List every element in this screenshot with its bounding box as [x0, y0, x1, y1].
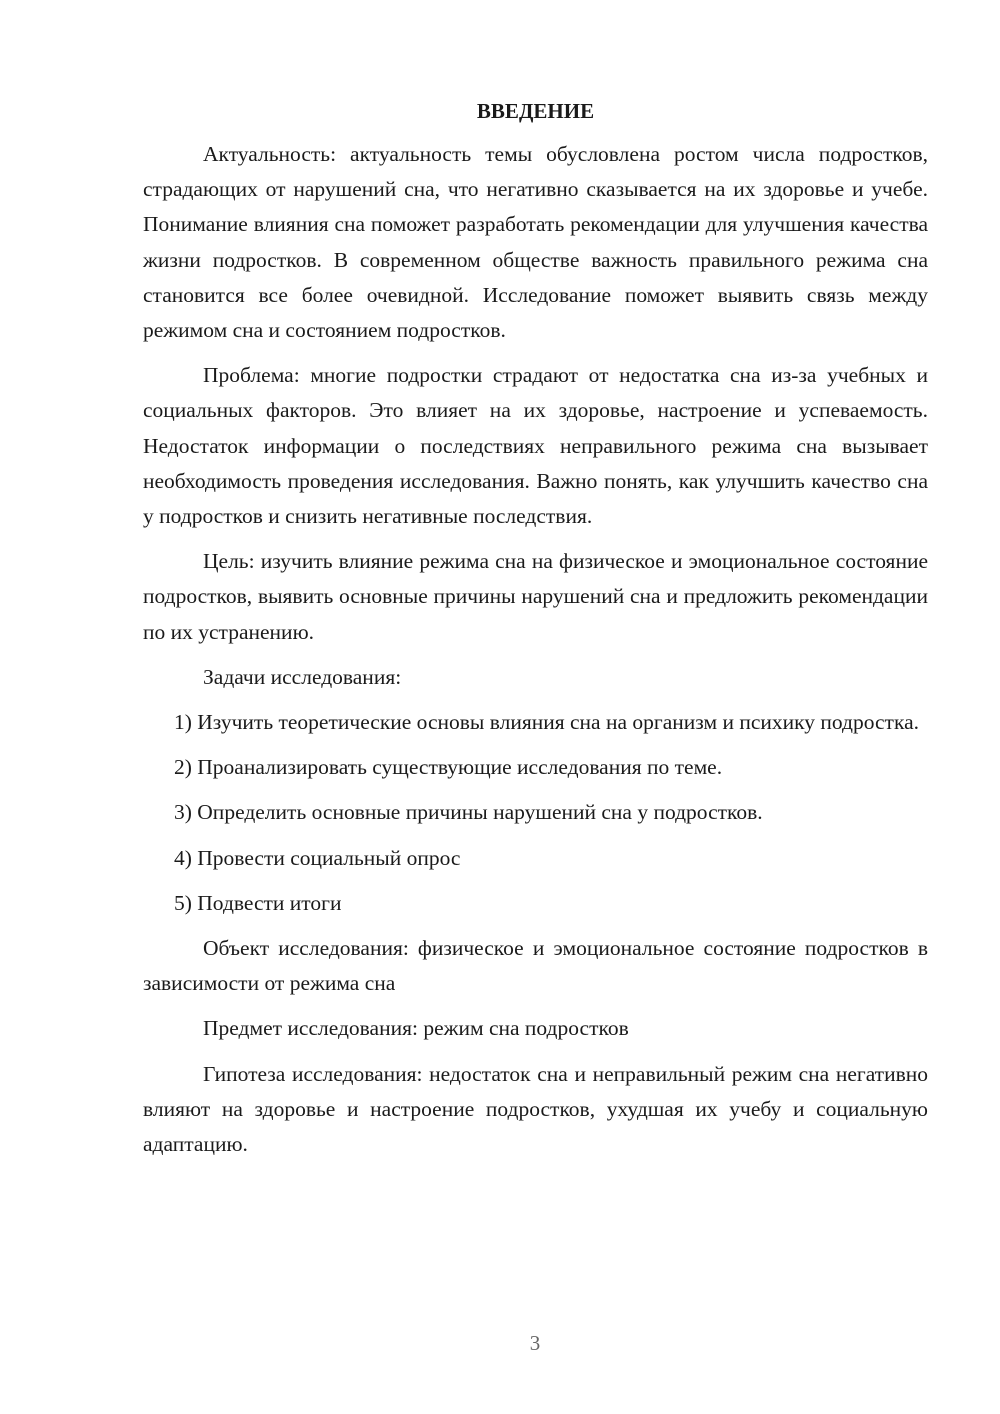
paragraph-object: Объект исследования: физическое и эмоциональное состояние подростков в зависимости от режима сна [143, 936, 928, 996]
page-number: 3 [529, 1331, 541, 1355]
list-item: 1) Изучить теоретические основы влияния сна на организм и психику подростка. [174, 710, 919, 735]
paragraph-relevance: Актуальность: актуальность темы обусловлена ростом числа подростков, страдающих от нарушений сна, что негативно сказывается на их здоровье и учебе. Понимание влияния сна поможет разработать рекомендации для улучшения качества жизни подростков. В современном обществе важность правильного режима сна становится все более очевидной. Исследование поможет выявить связь между режимом сна и состоянием подростков. [143, 142, 928, 343]
section-title: ВВЕДЕНИЕ [476, 99, 595, 123]
page-content [143, 96, 928, 1172]
tasks-heading: Задачи исследования: [203, 664, 402, 689]
paragraph-hypothesis: Гипотеза исследования: недостаток сна и неправильный режим сна негативно влияют на здоровье и настроение подростков, ухудшая их учебу и социальную адаптацию. [143, 1061, 928, 1157]
list-item: 3) Определить основные причины нарушений сна у подростков. [174, 800, 763, 825]
list-item: 4) Провести социальный опрос [174, 845, 461, 870]
tasks-list [143, 705, 928, 921]
paragraph-goal: Цель: изучить влияние режима сна на физическое и эмоциональное состояние подростков, выявить основные причины нарушений сна и предложить рекомендации по их устранению. [143, 549, 928, 644]
paragraph-subject: Предмет исследования: режим сна подростков [203, 1016, 629, 1041]
list-item: 5) Подвести итоги [174, 890, 342, 915]
paragraph-problem: Проблема: многие подростки страдают от недостатка сна из-за учебных и социальных факторов. Это влияет на их здоровье, настроение и успеваемость. Недостаток информации о последствиях неправильного режима сна вызывает необходимость проведения исследования. Важно понять, как улучшить качество сна у подростков и снизить негативные последствия. [143, 363, 928, 529]
list-item: 2) Проанализировать существующие исследования по теме. [174, 755, 723, 780]
